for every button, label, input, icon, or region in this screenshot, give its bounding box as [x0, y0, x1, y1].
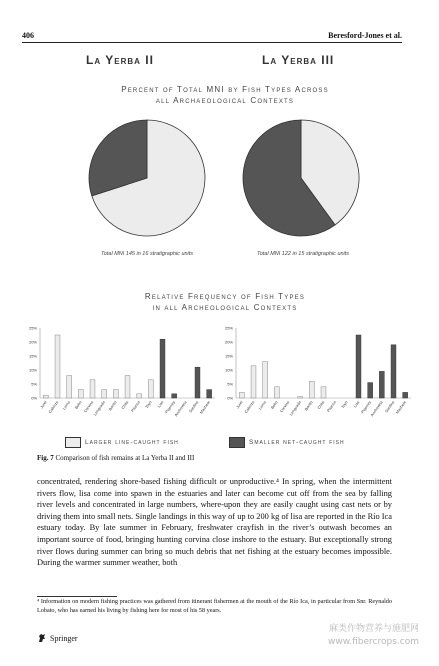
bar-xtick-ii: Machete: [199, 400, 211, 415]
bar-iii-sardina: [391, 345, 396, 398]
footnote-rule: [37, 596, 117, 597]
bar-ii-toyo: [148, 380, 153, 398]
bar-ii-sardina: [195, 367, 200, 398]
bar-iii-bobo: [274, 387, 279, 398]
bar-ytick-ii: 10%: [28, 367, 37, 373]
bar-ytick-ii: 15%: [28, 353, 37, 359]
watermark-line-2: www.fibercrops.com: [328, 637, 419, 647]
legend-label-large: Larger line-caught fish: [85, 439, 179, 446]
bar-xtick-ii: Bobo: [74, 400, 83, 410]
bar-charts: [0, 320, 439, 432]
bar-ytick-iii: 0%: [227, 395, 233, 401]
bar-ytick-iii: 5%: [227, 381, 233, 387]
bar-xtick-iii: Pilanco: [326, 400, 337, 413]
site-title-la-yerba-ii: La Yerba II: [86, 53, 154, 67]
pie-caption-la-yerba-ii: Total MNI 145 in 16 stratigraphic units: [100, 251, 194, 257]
bar-ytick-ii: 20%: [28, 339, 37, 345]
legend-swatch-large: [65, 437, 81, 448]
bar-xtick-ii: Pilanco: [130, 400, 141, 413]
watermark-line-1: 麻类作物营养与施肥网: [328, 624, 419, 634]
bar-xtick-ii: Bonito: [108, 400, 118, 412]
legend-small: [229, 437, 345, 448]
bar-xtick-ii: Pejerrey: [164, 400, 176, 415]
bar-iii-lorna: [263, 362, 268, 398]
bar-iii-pejerrey: [368, 383, 373, 398]
bar-iii-lisa: [356, 335, 361, 398]
bar-ii-bonito: [113, 390, 118, 398]
bar-ytick-iii: 20%: [224, 339, 233, 345]
bar-ii-cabinza: [55, 335, 60, 398]
bar-xtick-ii: Sardina: [188, 400, 200, 414]
pie-section-title: [80, 84, 370, 106]
bar-xtick-iii: Chita: [316, 400, 326, 410]
bar-ii-pejerrey: [172, 394, 177, 398]
bar-ii-pilanco: [137, 394, 142, 398]
pie-title-line-1: Percent of Total MNI by Fish Types Across: [121, 85, 329, 94]
bar-ytick-ii: 0%: [31, 395, 37, 401]
bar-xtick-ii: Chita: [120, 400, 130, 410]
bar-xtick-iii: Lisa: [353, 400, 361, 409]
site-title-la-yerba-iii: La Yerba III: [262, 53, 335, 67]
bar-xtick-iii: Toyo: [340, 400, 349, 410]
header-rule: [22, 42, 402, 43]
figure-caption-label: Fig. 7: [37, 454, 54, 462]
pie-title-line-2: all Archaeological Contexts: [155, 96, 295, 105]
bar-ii-chita: [125, 376, 130, 398]
figure-caption: [37, 454, 194, 462]
bar-ii-lisa: [160, 339, 165, 398]
bar-section-title: [80, 291, 370, 313]
page-number: 406: [22, 31, 34, 40]
bar-xtick-ii: Jurel: [39, 400, 48, 410]
bar-xtick-iii: Bonito: [304, 400, 314, 412]
bar-xtick-iii: Lenguado: [289, 400, 302, 417]
bar-xtick-iii: Jurel: [235, 400, 244, 410]
bar-xtick-ii: Anchoveta: [174, 400, 188, 418]
legend-swatch-small: [229, 437, 245, 448]
bar-iii-anchoveta: [379, 371, 384, 398]
running-header-authors: Beresford-Jones et al.: [328, 31, 402, 40]
bar-iii-bonito: [309, 381, 314, 398]
bar-ytick-ii: 25%: [28, 325, 37, 331]
bar-iii-lenguado: [298, 397, 303, 398]
bar-ii-lenguado: [102, 390, 107, 398]
bar-iii-cabinza: [251, 366, 256, 398]
bar-xtick-ii: Lenguado: [93, 400, 106, 417]
bar-iii-chita: [321, 387, 326, 398]
figure-caption-text: Comparison of fish remains at La Yerba II and III: [55, 454, 195, 462]
springer-horse-icon: [37, 633, 47, 643]
bar-iii-jurel: [239, 392, 244, 398]
bar-ii-corvina: [90, 380, 95, 398]
bar-ii-jurel: [43, 395, 48, 398]
bar-xtick-iii: Lorna: [258, 400, 267, 411]
legend-large: [65, 437, 179, 448]
bar-xtick-ii: Lorna: [62, 400, 71, 411]
watermark: [328, 623, 419, 649]
bar-xtick-iii: Anchoveta: [370, 400, 384, 418]
bar-xtick-iii: Bobo: [270, 400, 279, 410]
footnote: ⁴ Information on modern fishing practices was gathered from itinerant fishermen at the mouth of the Río Ica, in particular from Snr. Reynaldo Lobato, who has earned his living by fishing here for most of his 58 years.: [37, 598, 392, 614]
legend-label-small: Smaller net-caught fish: [249, 439, 345, 446]
bar-xtick-iii: Pejerrey: [360, 400, 372, 415]
bar-iii-machete: [403, 392, 408, 398]
bar-ytick-ii: 5%: [31, 381, 37, 387]
bar-xtick-ii: Corvina: [83, 400, 95, 414]
bar-xtick-ii: Lisa: [157, 400, 165, 409]
publisher-logo: [37, 633, 78, 643]
bar-xtick-ii: Cabinza: [48, 400, 60, 414]
bar-xtick-iii: Corvina: [279, 400, 291, 414]
bar-ytick-iii: 15%: [224, 353, 233, 359]
bar-xtick-iii: Machete: [395, 400, 407, 415]
bar-xtick-ii: Toyo: [144, 400, 153, 410]
bar-xtick-iii: Cabinza: [244, 400, 256, 414]
publisher-name: Springer: [50, 633, 78, 643]
pie-caption-la-yerba-iii: Total MNI 122 in 15 stratigraphic units: [256, 251, 350, 257]
pie-charts: [0, 112, 439, 272]
bar-ii-bobo: [78, 390, 83, 398]
bar-xtick-iii: Sardina: [384, 400, 396, 414]
body-paragraph: concentrated, rendering shore-based fishing difficult or unproductive.⁴ In spring, when the intermittent rivers flow, lisa come into spawn in the estuaries and later can become cut off from the sea by falling river levels and concentrated in large numbers, where-upon they are easily caught using cast nets or by driving them into small nets. Single landings in this way of up to 200 kg of lisa are reported in the Río Ica estuary today. By late summer in February, freshwater crayfish in the river’s outwash becomes an important source of food, bringing hunting corvina close inshore to the estuary. But exceptionally strong river flows during summer can bring so much debris that net fishing at the estuary becomes impossible. During the warmer summer weather, both: [37, 477, 392, 568]
bar-ii-lorna: [67, 376, 72, 398]
bar-ytick-iii: 10%: [224, 367, 233, 373]
bar-ytick-iii: 25%: [224, 325, 233, 331]
bar-title-line-1: Relative Frequency of Fish Types: [144, 292, 306, 301]
bar-ii-machete: [207, 390, 212, 398]
bar-title-line-2: in all Archeological Contexts: [152, 303, 298, 312]
